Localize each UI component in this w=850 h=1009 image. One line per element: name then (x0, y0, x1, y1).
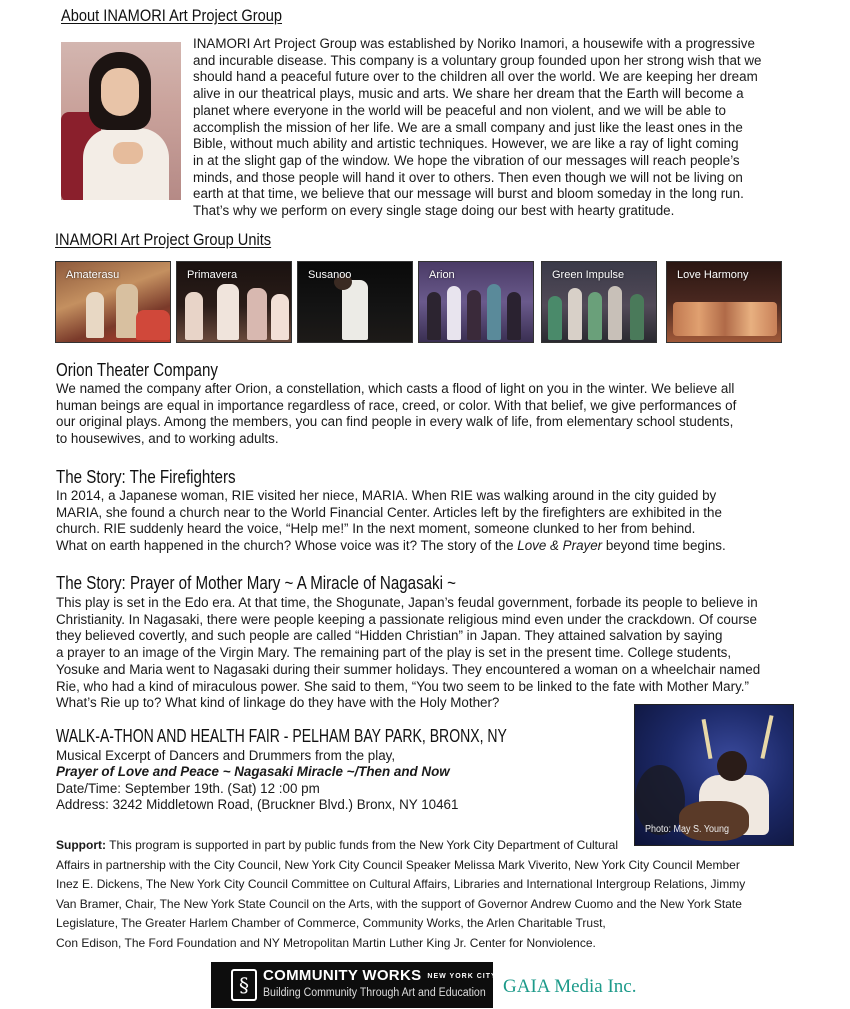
firefighters-play-title: Love & Prayer (517, 538, 603, 554)
support-lead: Support: (56, 838, 106, 852)
unit-photo-green-impulse (541, 261, 657, 343)
drummer-photo (634, 704, 794, 846)
cw-name: COMMUNITY WORKS (263, 967, 422, 984)
orion-text (56, 381, 736, 448)
mary-line: What’s Rie up to? What kind of linkage do they have with the Holy Mother? (56, 695, 500, 711)
about-line: should hand a peaceful future over to the children all over the world. We are keeping her dream (193, 69, 758, 85)
orion-heading: Orion Theater Company (56, 360, 218, 380)
walk-heading: WALK-A-THON AND HEALTH FAIR - PELHAM BAY PARK, BRONX, NY (56, 726, 507, 746)
firefighters-last-pre: What on earth happened in the church? Whose voice was it? The story of the (56, 538, 518, 554)
about-line: alive in our theatrical plays, music and arts. We share her dream that the Earth will become a (193, 86, 744, 102)
community-works-mark-icon: § (231, 969, 257, 1001)
gaia-media-logo: GAIA Media Inc. (503, 976, 637, 997)
unit-photo-susanoo (297, 261, 413, 343)
mary-line: This play is set in the Edo era. At that time, the Shogunate, Japan’s feudal government, forbade its people to believe in (56, 595, 758, 610)
firefighters-line: In 2014, a Japanese woman, RIE visited her niece, MARIA. When RIE was walking around in the city guided by (56, 488, 717, 503)
support-first-line (56, 836, 745, 856)
about-line: Bible, without much ability and artistic techniques. However, we are like a ray of light coming (193, 136, 739, 152)
mary-line: Christianity. In Nagasaki, there were people keeping a passionate religious mind even under the crackdown. Of course (56, 611, 757, 627)
support-line: Inez E. Dickens, The New York City Council Committee on Cultural Affairs, Libraries and International Intergroup Relations, Jimmy (56, 877, 746, 892)
unit-label: Susanoo (308, 269, 352, 281)
units-gallery (55, 261, 783, 343)
about-line: and incurable disease. This company is a voluntary group founded upon her strong wish that we (193, 52, 762, 68)
walk-datetime: Date/Time: September 19th. (Sat) 12 :00 pm (56, 781, 320, 796)
community-works-logo (211, 962, 497, 1008)
support-line: Affairs in partnership with the City Council, New York City Council Speaker Melissa Mark Viverito, New York City Council Member (56, 857, 740, 872)
firefighters-last-post: beyond time begins. (602, 538, 726, 554)
about-line: planet where everyone in the world will be peaceful and non violent, and we will be able to (193, 102, 726, 118)
mary-line: Rie, who had a kind of miraculous power. She said to them, “You two seem to be linked to the fate with Mother Mary.” (56, 678, 749, 694)
unit-label: Amaterasu (66, 269, 120, 281)
firefighters-last-line (56, 538, 726, 555)
cw-tagline: Building Community Through Art and Education (263, 987, 486, 999)
units-heading: INAMORI Art Project Group Units (55, 230, 272, 249)
orion-line: our original plays. Among the members, you can find people in every walk of life, from elementary school students, (56, 414, 734, 430)
mary-line: a prayer to an image of the Virgin Mary. The remaining part of the play is set in the present time. College students, (56, 645, 732, 661)
unit-label: Love Harmony (677, 269, 749, 281)
mary-text (56, 595, 760, 712)
support-line: Van Bramer, Chair, The New York State Council on the Arts, with the support of Governor Andrew Cuomo and the New York State (56, 896, 742, 911)
walk-play-title: Prayer of Love and Peace ~ Nagasaki Miracle ~/Then and Now (56, 764, 450, 779)
about-line: accomplish the mission of her life. We are a small company and just like the least ones in the (193, 119, 743, 135)
about-line: INAMORI Art Project Group was established by Noriko Inamori, a housewife with a progressive (193, 36, 755, 51)
unit-photo-arion (418, 261, 534, 343)
unit-label: Primavera (187, 269, 238, 281)
mary-line: Yosuke and Maria went to Nagasaki during their summer holidays. They encountered a woman on a wheelchair named (56, 661, 761, 677)
unit-photo-love-harmony (666, 261, 782, 343)
about-text (193, 36, 761, 220)
support-first: This program is supported in part by public funds from the New York City Department of Cultural (106, 838, 619, 852)
unit-label: Green Impulse (552, 269, 625, 281)
unit-photo-primavera (176, 261, 292, 343)
about-line: earth at that time, we believe that our message will burst and bloom someday in the long run. (193, 186, 744, 202)
about-line: That’s why we perform on every single stage doing our best with hearty gratitude. (193, 203, 675, 219)
firefighters-text (56, 488, 726, 555)
orion-line: We named the company after Orion, a constellation, which casts a flood of light on you in the winter. We believe all (56, 381, 735, 396)
support-line: Legislature, The Greater Harlem Chamber of Commerce, Community Works, the Arlen Charitable Trust, (56, 916, 606, 931)
photo-credit: Photo: May S. Young (645, 824, 730, 835)
firefighters-line: MARIA, she found a church near to the World Financial Center. Articles left by the firefighters are exhibited in the (56, 504, 722, 520)
mary-line: they believed covertly, and such people are called “Hidden Christian” in Japan. They attained salvation by saying (56, 628, 723, 644)
walk-excerpt: Musical Excerpt of Dancers and Drummers from the play, (56, 748, 396, 763)
unit-label: Arion (429, 269, 455, 281)
founder-portrait (61, 42, 181, 200)
walk-address: Address: 3242 Middletown Road, (Bruckner Blvd.) Bronx, NY 10461 (56, 797, 459, 812)
about-heading: About INAMORI Art Project Group (61, 6, 283, 25)
mary-heading: The Story: Prayer of Mother Mary ~ A Miracle of Nagasaki ~ (56, 573, 457, 593)
cw-city: NEW YORK CITY (427, 972, 497, 980)
orion-line: to housewives, and to working adults. (56, 431, 279, 447)
unit-photo-amaterasu (55, 261, 171, 343)
orion-line: human beings are equal in importance regardless of race, creed, or color. With that belief, we give performances of (56, 397, 737, 413)
firefighters-line: church. RIE suddenly heard the voice, “Help me!” In the next moment, someone clunked to her from behind. (56, 521, 696, 537)
support-line: Con Edison, The Ford Foundation and NY Metropolitan Martin Luther King Jr. Center for Nonviolence. (56, 935, 596, 950)
support-text (56, 836, 745, 954)
firefighters-heading: The Story: The Firefighters (56, 467, 236, 487)
about-line: minds, and those people will hand it over to others. Then even though we will not be living on (193, 169, 743, 185)
about-line: in at the slight gap of the window. We hope the vibration of our messages will reach people’s (193, 152, 740, 168)
